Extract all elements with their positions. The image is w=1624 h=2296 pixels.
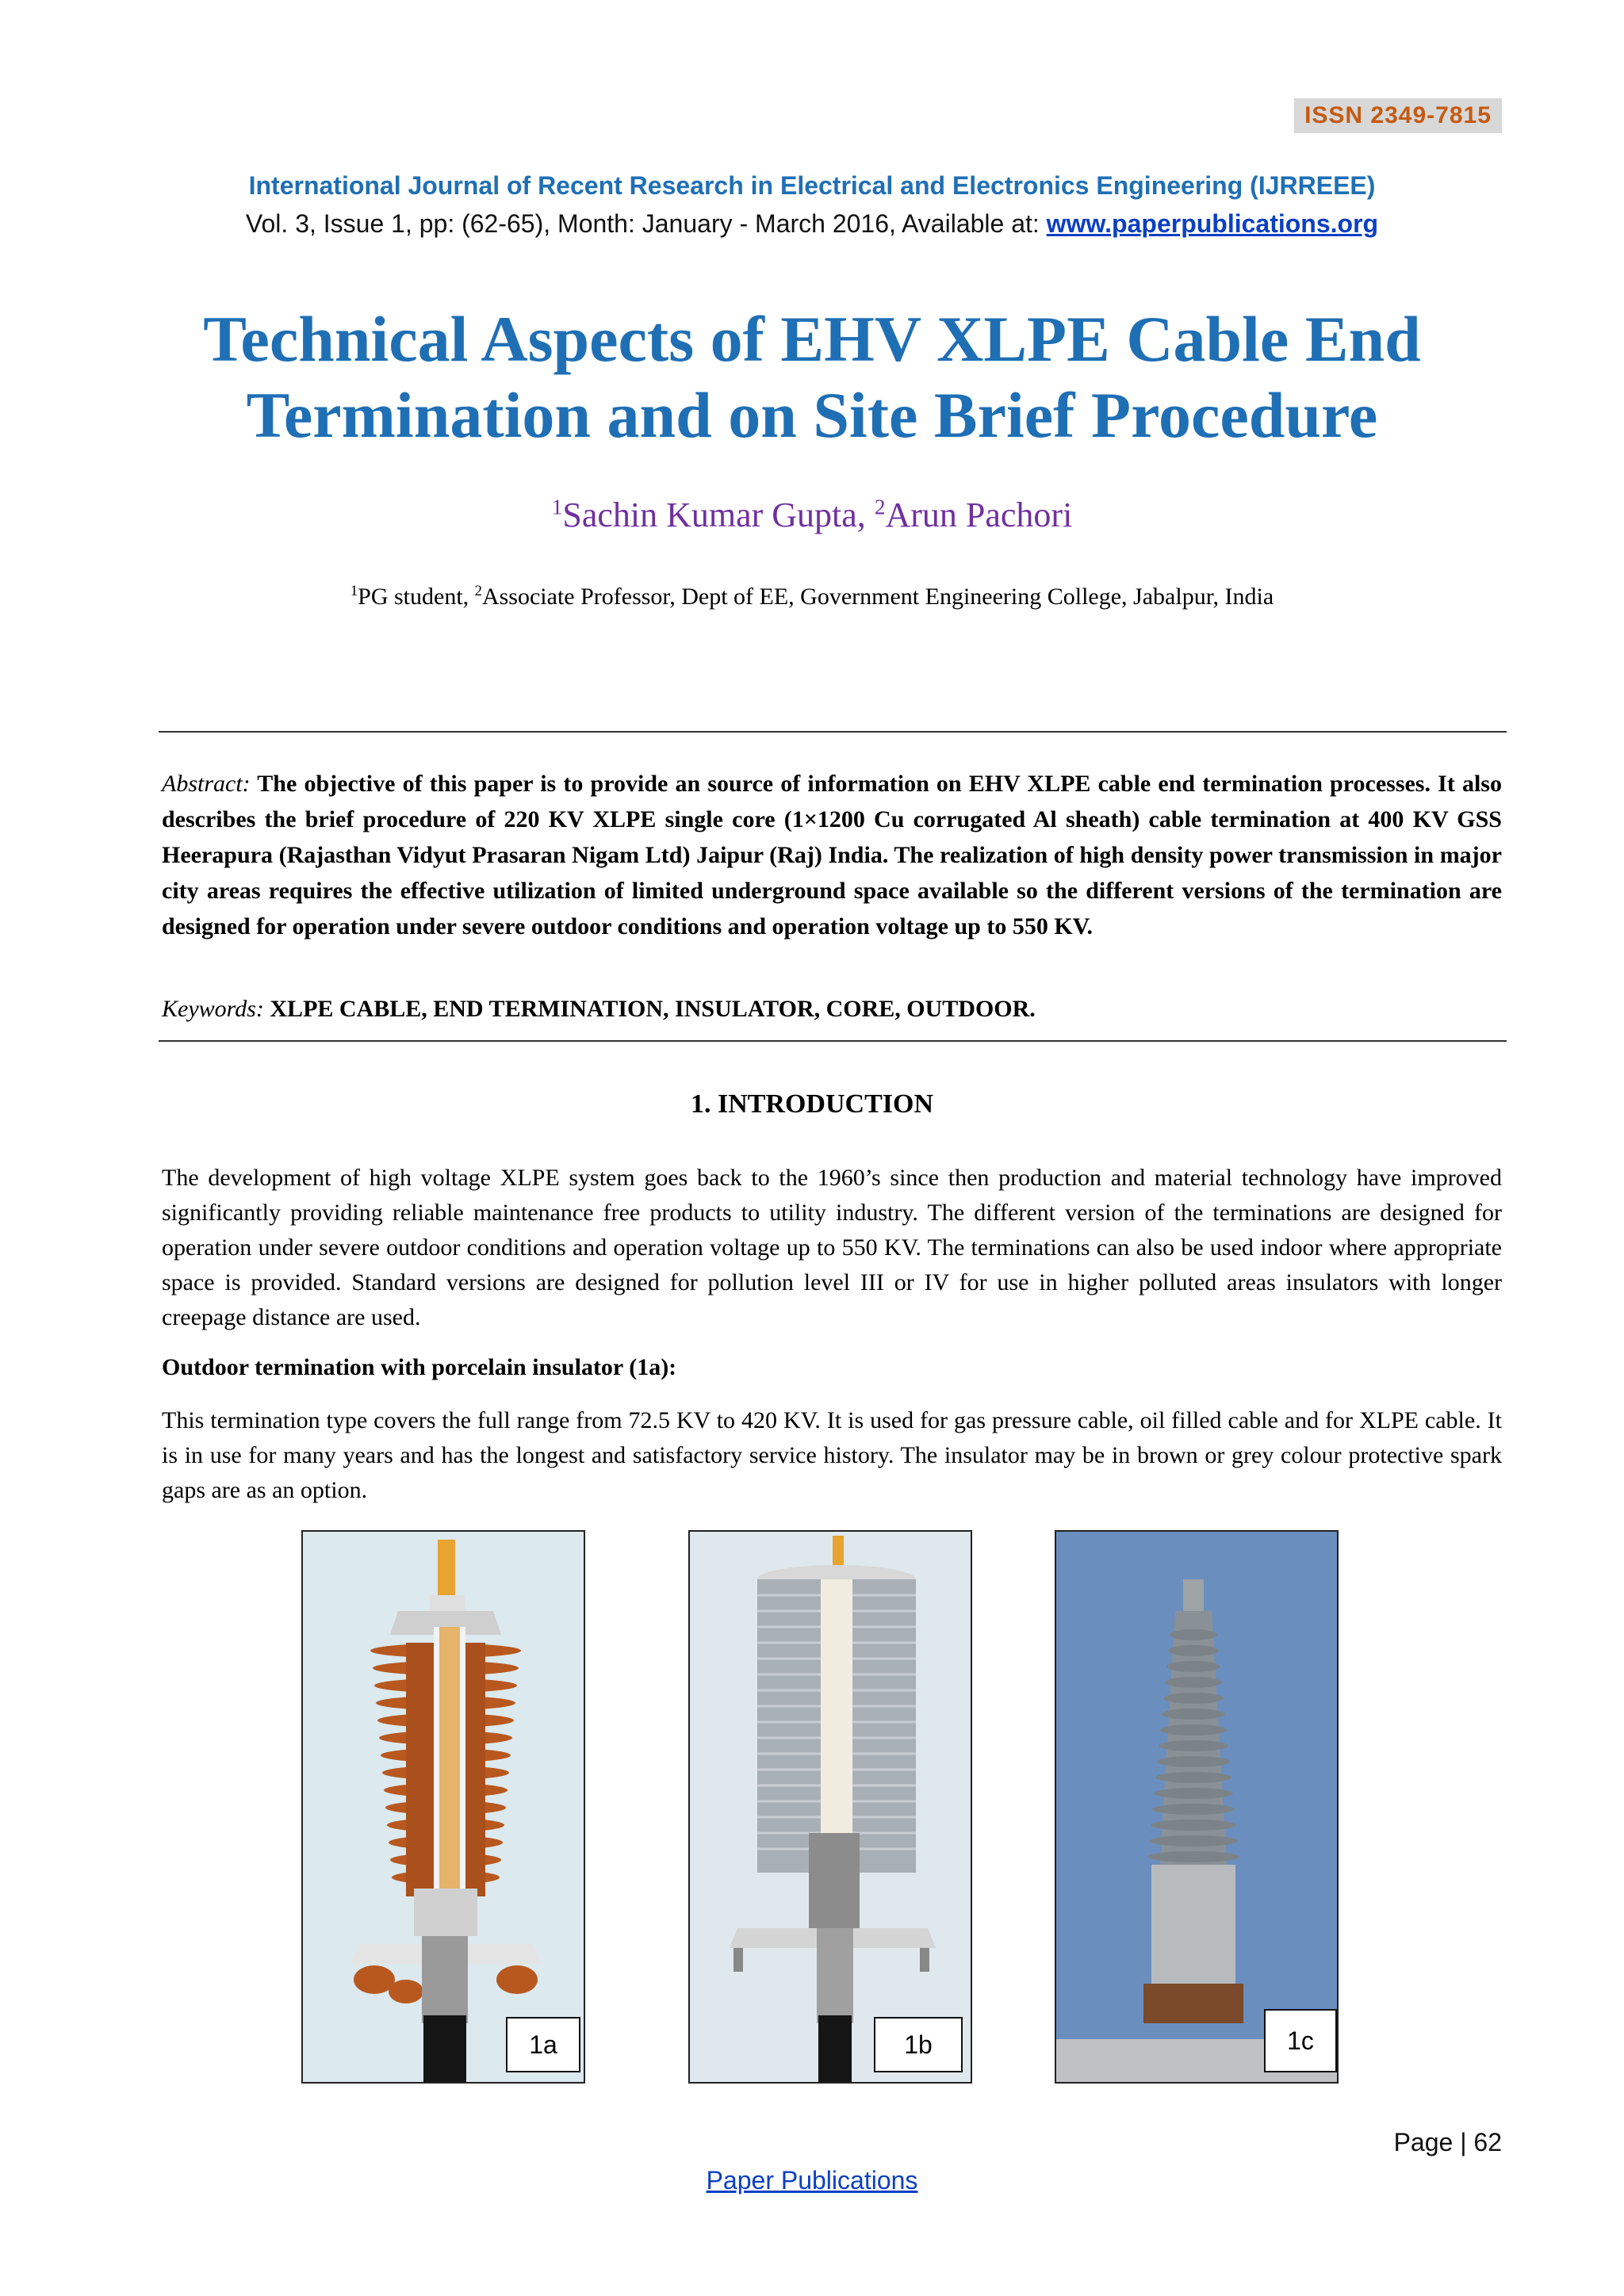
abstract-label: Abstract: [162, 771, 251, 797]
installed-termination-photo [1056, 1532, 1337, 2082]
paper-title: Technical Aspects of EHV XLPE Cable End Termination and on Site Brief Procedure [203, 303, 1421, 451]
abstract [162, 766, 1502, 944]
author2-superscript: 2 [874, 495, 886, 519]
author1-name: Sachin Kumar Gupta, [562, 496, 875, 534]
journal-name: International Journal of Recent Research in Electrical and Electronics Engineering (IJRREEE) [248, 171, 1376, 200]
keywords [162, 996, 1502, 1023]
keywords-label: Keywords: [162, 996, 264, 1022]
figure-1c-label: 1c [1264, 2009, 1337, 2072]
abstract-top-rule [159, 731, 1507, 733]
abstract-bottom-rule [159, 1040, 1507, 1042]
keywords-text: XLPE CABLE, END TERMINATION, INSULATOR, CORE, OUTDOOR. [270, 996, 1036, 1022]
volume-line [0, 209, 1624, 239]
figure-1a [301, 1530, 585, 2084]
intro-paragraph: The development of high voltage XLPE system goes back to the 1960’s since then production and material technology have improved significantly providing reliable maintenance free products to utility industry. The different version of the terminations are designed for operation under severe outdoor conditions and operation voltage up to 550 KV. The terminations can also be used indoor where appropriate space is provided. Standard versions are designed for pollution level III or IV for use in higher polluted areas insulators with longer creepage distance are used. [162, 1165, 1502, 1330]
porcelain-termination-illustration [303, 1532, 584, 2082]
affiliation2-superscript: 2 [474, 583, 482, 599]
section-heading: 1. INTRODUCTION [690, 1089, 934, 1119]
figure-1a-label: 1a [506, 2017, 580, 2072]
figure-1b-label: 1b [874, 2017, 963, 2072]
volume-text: Vol. 3, Issue 1, pp: (62-65), Month: January - March 2016, Available at: [245, 209, 1047, 238]
affiliation [0, 584, 1624, 610]
author1-superscript: 1 [551, 495, 563, 519]
subsection-heading: Outdoor termination with porcelain insulator (1a): [162, 1354, 677, 1380]
termination-paragraph: This termination type covers the full range from 72.5 KV to 420 KV. It is used for gas pressure cable, oil filled cable and for XLPE cable. It is in use for many years and has the longest and satisfactory service history. The insulator may be in brown or grey colour protective spark gaps are as an option. [162, 1407, 1502, 1503]
affiliation2-text: Associate Professor, Dept of EE, Government Engineering College, Jabalpur, India [481, 584, 1274, 610]
author2-name: Arun Pachori [885, 496, 1073, 534]
abstract-text: The objective of this paper is to provide an source of information on EHV XLPE cable end termination processes. It also describes the brief procedure of 220 KV XLPE single core (1×1200 Cu corrugated Al sheath) cable termination at 400 KV GSS Heerapura (Rajasthan Vidyut Prasaran Nigam Ltd) Jaipur (Raj) India. The realization of high density power transmission in major city areas requires the effective utilization of limited underground space available so the different versions of the termination are designed for operation under severe outdoor conditions and operation voltage up to 550 KV. [162, 771, 1502, 939]
page-number: Page | 62 [1393, 2128, 1502, 2156]
affiliation1-superscript: 1 [350, 583, 358, 599]
issn-badge: ISSN 2349-7815 [1294, 98, 1502, 133]
publisher-link[interactable]: Paper Publications [706, 2166, 918, 2195]
journal-website-link[interactable]: www.paperpublications.org [1046, 209, 1379, 238]
figure-1c [1055, 1530, 1339, 2084]
composite-termination-illustration [690, 1532, 971, 2082]
affiliation1-text: PG student, [358, 584, 475, 610]
author-list [0, 495, 1624, 535]
figure-1b [688, 1530, 972, 2084]
footer [0, 2166, 1624, 2195]
